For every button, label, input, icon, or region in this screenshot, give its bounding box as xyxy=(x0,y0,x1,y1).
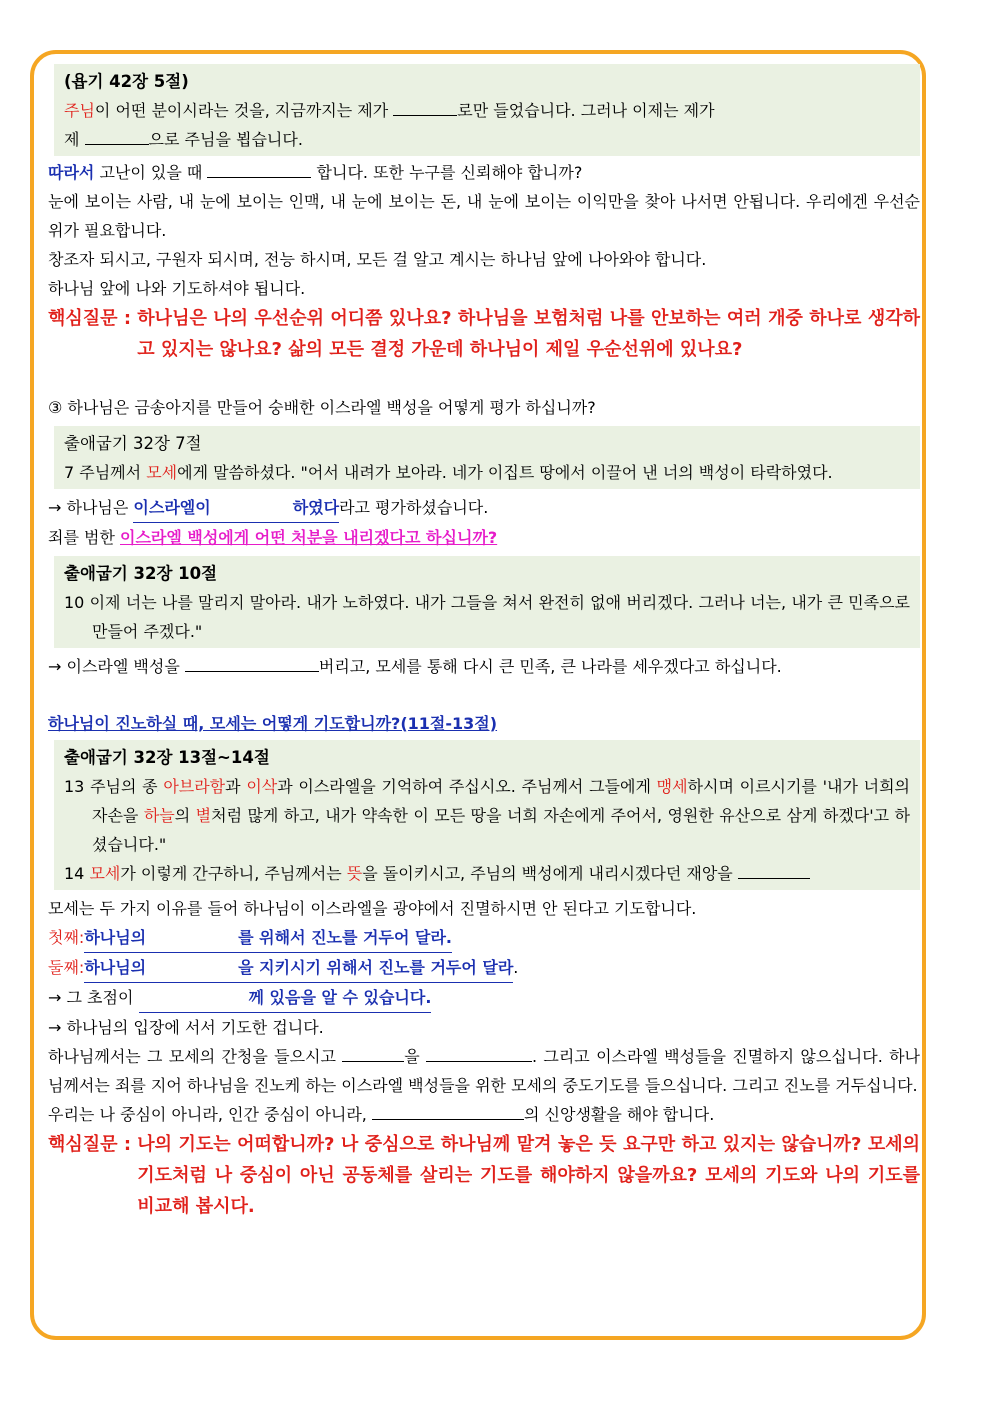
reason-second: 둘째:하나님의 을 지키시기 위해서 진노를 거두어 달라. xyxy=(48,953,920,983)
scripture-box-exodus-32-10 xyxy=(54,556,920,648)
paragraph-line: 창조자 되시고, 구원자 되시며, 전능 하시며, 모든 걸 알고 계시는 하나님 앞에 나아와야 합니다. xyxy=(48,250,707,269)
sin-question-line: 죄를 범한 이스라엘 백성에게 어떤 처분을 내리겠다고 하십니까? xyxy=(48,528,498,547)
paragraph-trust: 따라서 고난이 있을 때 합니다. 또한 누구를 신뢰해야 합니까? xyxy=(48,158,920,187)
scripture-text: 7 주님께서 모세에게 말씀하셨다. "어서 내려가 보아라. 네가 이집트 땅에서 이끌어 낸 너의 백성이 타락하였다. xyxy=(64,463,833,482)
scripture-title: 출애굽기 32장 10절 xyxy=(64,564,218,583)
fill-blank[interactable] xyxy=(207,159,311,178)
abandon-line: → 이스라엘 백성을 버리고, 모세를 통해 다시 큰 민족, 큰 나라를 세우겠다고 하십니다. xyxy=(48,652,920,681)
fill-blank[interactable] xyxy=(372,1101,524,1120)
paragraph-intercession: 하나님께서는 그 모세의 간청을 들으시고 을 . 그리고 이스라엘 백성들을 진멸하지 않으십니다. 하나님께서는 죄를 지어 하나님을 진노케 하는 이스라엘 백성들을 위한 모세의 중도기도를 들으십니다. 그리고 진노를 거두십니다. xyxy=(48,1042,920,1100)
question-3: ③ 하나님은 금송아지를 만들어 숭배한 이스라엘 백성을 어떻게 평가 하십니까? xyxy=(48,398,596,417)
fill-blank[interactable] xyxy=(426,1043,532,1062)
scripture-title: 출애굽기 32장 13절~14절 xyxy=(64,748,270,767)
reason-first: 첫째:하나님의 를 위해서 진노를 거두어 달라. xyxy=(48,923,920,953)
fill-blank[interactable] xyxy=(738,860,810,879)
paragraph-line: 눈에 보이는 사람, 내 눈에 보이는 인맥, 내 눈에 보이는 돈, 내 눈에 보이는 이익만을 찾아 나서면 안됩니다. 우리에겐 우선순위가 필요합니다. xyxy=(48,192,920,240)
reasons-intro: 모세는 두 가지 이유를 들어 하나님이 이스라엘을 광야에서 진멸하시면 안 된다고 기도합니다. xyxy=(48,899,697,918)
paragraph-center: 우리는 나 중심이 아니라, 인간 중심이 아니라, 의 신앙생활을 해야 합니다. xyxy=(48,1100,920,1129)
fill-blank[interactable] xyxy=(85,126,149,145)
core-question-2: 핵심질문 : 나의 기도는 어떠합니까? 나 중심으로 하나님께 맡겨 놓은 듯 요구만 하고 있지는 않습니까? 모세의 기도처럼 나 중심이 아닌 공동체를 살리는 기도를 해야하지 않을까요? 모세의 기도와 나의 기도를 비교해 봅시다. xyxy=(48,1134,920,1217)
scripture-title: 출애굽기 32장 7절 xyxy=(64,434,202,453)
core-question-1: 핵심질문 : 하나님은 나의 우선순위 어디쯤 있나요? 하나님을 보험처럼 나를 안보하는 여러 개중 하나로 생각하고 있지는 않나요? 삶의 모든 결정 가운데 하나님이 제일 우순선위에 있나요? xyxy=(48,308,920,360)
stand-line: → 하나님의 입장에 서서 기도한 겁니다. xyxy=(48,1018,324,1037)
fill-blank[interactable] xyxy=(393,97,457,116)
fill-blank[interactable] xyxy=(342,1043,404,1062)
scripture-text: 주님이 어떤 분이시라는 것을, 지금까지는 제가 로만 들었습니다. 그러나 이제는 제가 제 으로 주님을 뵙습니다. xyxy=(64,96,910,154)
paragraph-line: 하나님 앞에 나와 기도하셔야 됩니다. xyxy=(48,279,306,298)
scripture-box-exodus-32-7 xyxy=(54,426,920,489)
scripture-verse-14: 14 모세가 이렇게 간구하니, 주님께서는 뜻을 돌이키시고, 주님의 백성에게 내리시겠다던 재앙을 xyxy=(64,859,910,888)
scripture-verse-13: 13 주님의 종 아브라함과 이삭과 이스라엘을 기억하여 주십시오. 주님께서 그들에게 맹세하시며 이르시기를 '내가 너희의 자손을 하늘의 별처럼 많게 하고, 내가 약속한 이 모든 땅을 너희 자손에게 주어서, 영원한 유산으로 삼게 하겠다'고 하셨습니다." xyxy=(64,777,910,854)
section-heading: 하나님이 진노하실 때, 모세는 어떻게 기도합니까?(11절-13절) xyxy=(48,714,498,733)
scripture-title: (욥기 42장 5절) xyxy=(64,72,189,91)
scripture-box-job-42-5 xyxy=(54,64,920,156)
scripture-box-exodus-32-13-14 xyxy=(54,740,920,890)
fill-blank[interactable] xyxy=(185,653,319,672)
evaluation-line: → 하나님은 이스라엘이 하였다라고 평가하셨습니다. xyxy=(48,493,920,523)
focus-line: → 그 초점이 께 있음을 알 수 있습니다. xyxy=(48,983,920,1013)
scripture-text: 10 이제 너는 나를 말리지 말아라. 내가 노하였다. 내가 그들을 쳐서 완전히 없애 버리겠다. 그러나 너는, 내가 큰 민족으로 만들어 주겠다." xyxy=(64,593,910,641)
worksheet-content xyxy=(48,64,920,1222)
